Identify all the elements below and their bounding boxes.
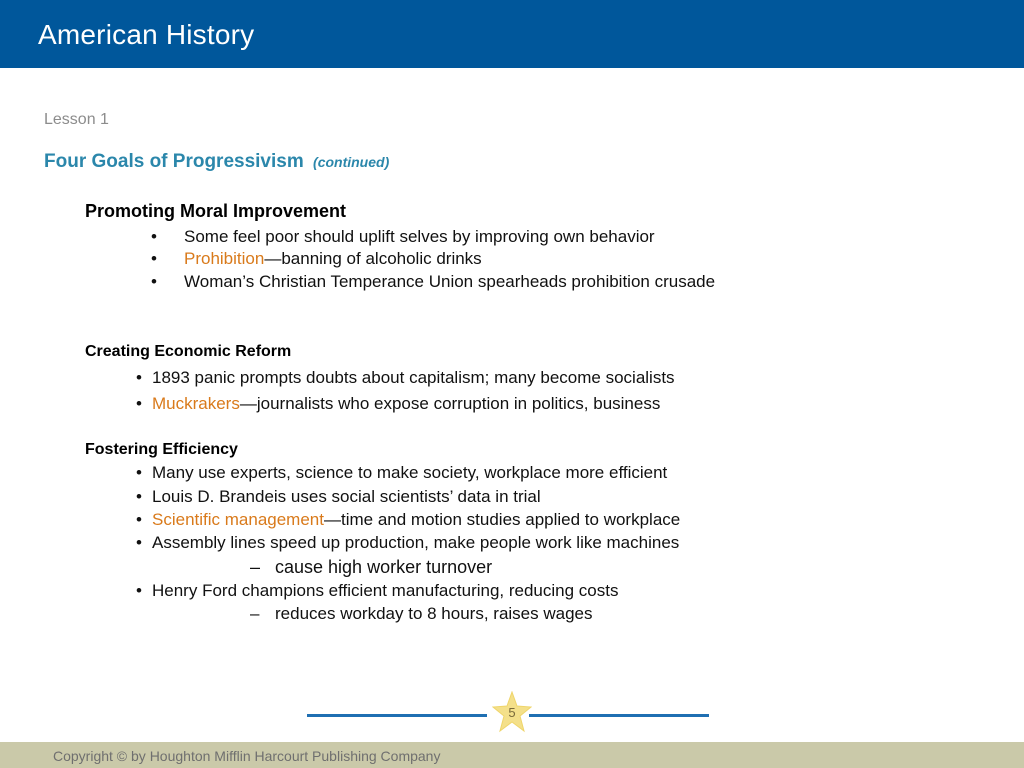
sub-list-item xyxy=(250,557,493,578)
sub-bullet-text: cause high worker turnover xyxy=(275,557,493,577)
page-number: 5 xyxy=(508,705,516,720)
bullet-text: Assembly lines speed up production, make people work like machines xyxy=(152,533,680,552)
sub-list-item xyxy=(250,604,593,624)
list-item xyxy=(151,227,655,247)
bullet-dot: • xyxy=(136,463,142,482)
bullet-text: Some feel poor should uplift selves by improving own behavior xyxy=(184,227,655,246)
list-item xyxy=(151,249,482,269)
copyright-text: Copyright © by Houghton Mifflin Harcourt Publishing Company xyxy=(53,748,441,764)
bullet-dot: • xyxy=(136,487,142,506)
slide-heading xyxy=(44,151,389,173)
heading-text: Four Goals of Progressivism xyxy=(44,151,304,172)
section-title-moral: Promoting Moral Improvement xyxy=(85,201,347,221)
dash-marker: – xyxy=(250,557,261,577)
footer-rule-left xyxy=(307,714,487,717)
title-bar xyxy=(0,0,1024,68)
bullet-text: Many use experts, science to make society, workplace more efficient xyxy=(152,463,668,482)
lesson-label: Lesson 1 xyxy=(44,111,109,128)
bullet-text: Woman’s Christian Temperance Union spearheads prohibition crusade xyxy=(184,272,716,291)
list-item xyxy=(136,581,619,601)
bullet-dot: • xyxy=(136,581,142,600)
bullet-dot: • xyxy=(151,227,157,246)
bullet-text: Louis D. Brandeis uses social scientists’ data in trial xyxy=(152,487,541,506)
sub-bullet-text: reduces workday to 8 hours, raises wages xyxy=(275,604,593,623)
slide-title: American History xyxy=(38,19,255,50)
key-term: Muckrakers xyxy=(152,394,240,413)
section-title-economic: Creating Economic Reform xyxy=(85,343,292,360)
dash-marker: – xyxy=(250,604,260,623)
list-item xyxy=(136,368,675,388)
list-item xyxy=(136,487,541,507)
bullet-text: —time and motion studies applied to workplace xyxy=(323,510,681,529)
list-item xyxy=(151,272,716,292)
bullet-dot: • xyxy=(151,272,157,291)
list-item xyxy=(136,533,680,553)
key-term: Scientific management xyxy=(152,510,324,529)
bullet-dot: • xyxy=(136,533,142,552)
bullet-text: —journalists who expose corruption in politics, business xyxy=(239,394,661,413)
bullet-dot: • xyxy=(136,510,142,529)
bullet-text: Henry Ford champions efficient manufacturing, reducing costs xyxy=(152,581,619,600)
bullet-text: —banning of alcoholic drinks xyxy=(264,249,482,268)
list-item xyxy=(136,510,681,530)
section-title-efficiency: Fostering Efficiency xyxy=(85,441,238,458)
list-item xyxy=(136,463,668,483)
key-term: Prohibition xyxy=(184,249,265,268)
list-item xyxy=(136,394,661,414)
footer-bar xyxy=(0,742,1024,768)
bullet-dot: • xyxy=(136,368,142,387)
heading-continued: (continued) xyxy=(313,154,390,170)
bullet-dot: • xyxy=(151,249,157,268)
bullet-text: 1893 panic prompts doubts about capitalism; many become socialists xyxy=(152,368,675,387)
footer-rule-right xyxy=(529,714,709,717)
bullet-dot: • xyxy=(136,394,142,413)
